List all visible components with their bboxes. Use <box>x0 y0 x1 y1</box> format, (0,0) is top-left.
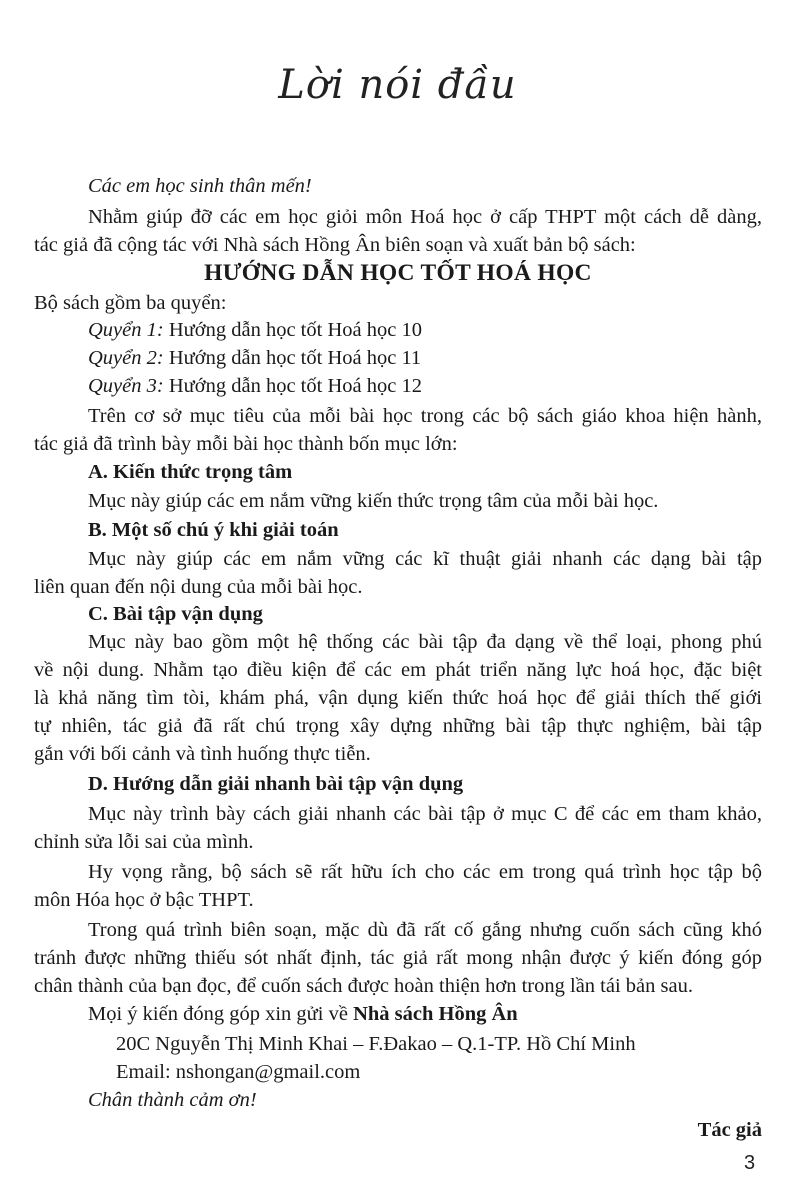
page-number: 3 <box>744 1152 756 1174</box>
volume-2-text: Hướng dẫn học tốt Hoá học 11 <box>163 347 422 369</box>
section-a-heading: A. Kiến thức trọng tâm <box>88 461 293 483</box>
series-title: HƯỚNG DẪN HỌC TỐT HOÁ HỌC <box>204 260 592 286</box>
section-d-line-2: chỉnh sửa lỗi sai của mình. <box>34 831 254 853</box>
volume-1 <box>88 316 795 344</box>
publisher-email: Email: nshongan@gmail.com <box>116 1061 361 1083</box>
publisher-address: 20C Nguyễn Thị Minh Khai – F.Đakao – Q.1-TP. Hồ Chí Minh <box>116 1033 636 1055</box>
series-intro: Bộ sách gồm ba quyển: <box>34 292 227 314</box>
section-c-line-4: tự nhiên, tác giả đã rất chú trọng xây dựng những bài tập thực nghiệm, bài tập <box>34 715 762 737</box>
volume-3-text: Hướng dẫn học tốt Hoá học 12 <box>163 375 422 397</box>
section-b-line-1: Mục này giúp các em nắm vững các kĩ thuật giải nhanh các dạng bài tập <box>88 548 762 570</box>
section-c-line-2: về nội dung. Nhằm tạo điều kiện để các em phát triển năng lực hoá học, đặc biệt <box>34 659 762 681</box>
contact-prefix: Mọi ý kiến đóng góp xin gửi về <box>88 1003 354 1025</box>
section-c-line-5: gắn với bối cảnh và tình huống thực tiễn. <box>34 743 371 765</box>
volume-2 <box>88 344 795 372</box>
structure-line-1: Trên cơ sở mục tiêu của mỗi bài học trong các bộ sách giáo khoa hiện hành, <box>88 405 762 427</box>
volume-1-label: Quyển 1: <box>88 319 164 341</box>
section-c-heading: C. Bài tập vận dụng <box>88 603 263 625</box>
contact-line <box>88 1000 795 1028</box>
volume-3-label: Quyển 3: <box>88 375 164 397</box>
thanks-line: Chân thành cảm ơn! <box>88 1089 257 1111</box>
section-d-heading: D. Hướng dẫn giải nhanh bài tập vận dụng <box>88 773 464 795</box>
section-b-line-2: liên quan đến nội dung của mỗi bài học. <box>34 576 363 598</box>
section-c-line-3: là khả năng tìm tòi, khám phá, vận dụng kiến thức hoá học để giải thích thế giới <box>34 687 762 709</box>
section-c-line-1: Mục này bao gồm một hệ thống các bài tập đa dạng về thể loại, phong phú <box>88 631 762 653</box>
feedback-line-1: Trong quá trình biên soạn, mặc dù đã rất cố gắng nhưng cuốn sách cũng khó <box>88 919 762 941</box>
greeting: Các em học sinh thân mến! <box>88 175 312 197</box>
page-title: Lời nói đầu <box>278 62 517 108</box>
author-signature: Tác giả <box>697 1119 762 1141</box>
publisher-name: Nhà sách Hồng Ân <box>353 1003 518 1025</box>
volume-2-label: Quyển 2: <box>88 347 164 369</box>
feedback-line-3: chân thành của bạn đọc, để cuốn sách được hoàn thiện hơn trong lần tái bản sau. <box>34 975 693 997</box>
intro-line-1: Nhằm giúp đỡ các em học giỏi môn Hoá học ở cấp THPT một cách dễ dàng, <box>88 206 762 228</box>
hope-line-1: Hy vọng rằng, bộ sách sẽ rất hữu ích cho các em trong quá trình học tập bộ <box>88 861 762 883</box>
hope-line-2: môn Hóa học ở bậc THPT. <box>34 889 254 911</box>
section-d-line-1: Mục này trình bày cách giải nhanh các bài tập ở mục C để các em tham khảo, <box>88 803 762 825</box>
section-a-line-1: Mục này giúp các em nắm vững kiến thức trọng tâm của mỗi bài học. <box>88 490 659 512</box>
section-b-heading: B. Một số chú ý khi giải toán <box>88 519 339 541</box>
volume-1-text: Hướng dẫn học tốt Hoá học 10 <box>163 319 422 341</box>
feedback-line-2: tránh được những thiếu sót nhất định, tác giả rất mong nhận được ý kiến đóng góp <box>34 947 762 969</box>
intro-line-2: tác giả đã cộng tác với Nhà sách Hồng Ân biên soạn và xuất bản bộ sách: <box>34 234 636 256</box>
volume-3 <box>88 372 795 400</box>
structure-line-2: tác giả đã trình bày mỗi bài học thành bốn mục lớn: <box>34 433 458 455</box>
